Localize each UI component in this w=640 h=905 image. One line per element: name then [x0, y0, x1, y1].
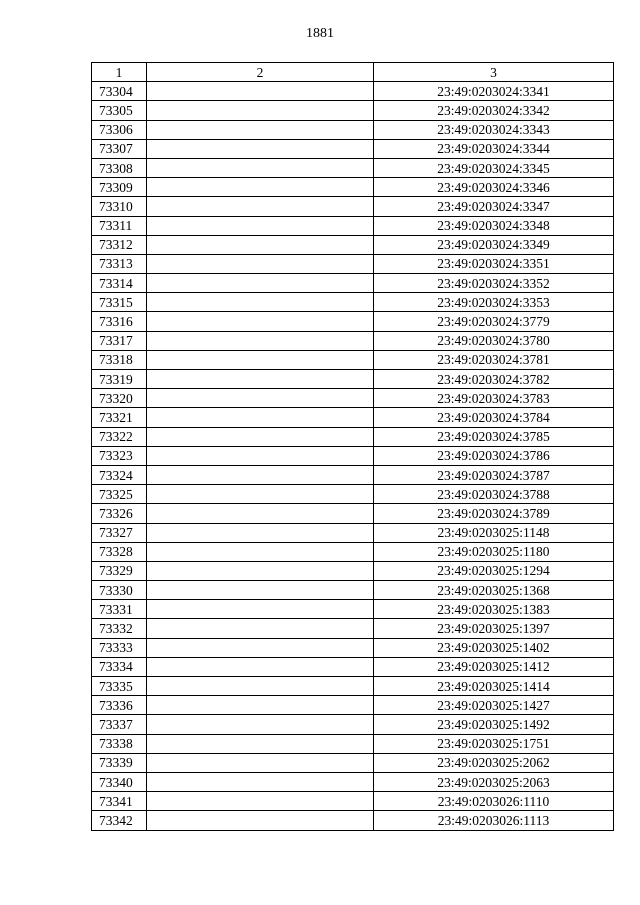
cadastral-number-cell: 23:49:0203026:1113: [374, 811, 614, 830]
table-row: [92, 389, 614, 408]
empty-cell: [147, 101, 374, 120]
cadastral-number-cell: 23:49:0203024:3347: [374, 197, 614, 216]
cadastral-number-cell: 23:49:0203025:1427: [374, 696, 614, 715]
cadastral-number-cell: 23:49:0203025:2062: [374, 753, 614, 772]
cadastral-number-cell: 23:49:0203024:3343: [374, 120, 614, 139]
row-number-cell: 73308: [92, 158, 147, 177]
empty-cell: [147, 408, 374, 427]
table-header-row: [92, 63, 614, 82]
empty-cell: [147, 235, 374, 254]
cadastral-number-cell: 23:49:0203025:2063: [374, 772, 614, 791]
row-number-cell: 73316: [92, 312, 147, 331]
table-row: [92, 792, 614, 811]
cadastral-number-cell: 23:49:0203024:3785: [374, 427, 614, 446]
cadastral-number-cell: 23:49:0203024:3351: [374, 254, 614, 273]
column-header-3: 3: [374, 63, 614, 82]
table-row: [92, 370, 614, 389]
row-number-cell: 73330: [92, 581, 147, 600]
empty-cell: [147, 715, 374, 734]
table-row: [92, 619, 614, 638]
cadastral-number-cell: 23:49:0203025:1148: [374, 523, 614, 542]
row-number-cell: 73338: [92, 734, 147, 753]
table-row: [92, 542, 614, 561]
table-row: [92, 657, 614, 676]
table-row: [92, 811, 614, 830]
cadastral-number-cell: 23:49:0203024:3786: [374, 446, 614, 465]
table-row: [92, 120, 614, 139]
empty-cell: [147, 753, 374, 772]
row-number-cell: 73319: [92, 370, 147, 389]
table-row: [92, 254, 614, 273]
empty-cell: [147, 370, 374, 389]
row-number-cell: 73310: [92, 197, 147, 216]
cadastral-number-cell: 23:49:0203025:1368: [374, 581, 614, 600]
table-row: [92, 408, 614, 427]
empty-cell: [147, 350, 374, 369]
row-number-cell: 73331: [92, 600, 147, 619]
row-number-cell: 73340: [92, 772, 147, 791]
cadastral-number-cell: 23:49:0203024:3782: [374, 370, 614, 389]
empty-cell: [147, 216, 374, 235]
cadastral-number-cell: 23:49:0203024:3353: [374, 293, 614, 312]
empty-cell: [147, 446, 374, 465]
table-row: [92, 504, 614, 523]
empty-cell: [147, 600, 374, 619]
empty-cell: [147, 254, 374, 273]
row-number-cell: 73322: [92, 427, 147, 446]
table-body: [92, 82, 614, 830]
empty-cell: [147, 792, 374, 811]
table-row: [92, 235, 614, 254]
row-number-cell: 73327: [92, 523, 147, 542]
cadastral-number-cell: 23:49:0203024:3788: [374, 485, 614, 504]
table-row: [92, 312, 614, 331]
cadastral-number-cell: 23:49:0203025:1751: [374, 734, 614, 753]
cadastral-number-cell: 23:49:0203025:1414: [374, 677, 614, 696]
row-number-cell: 73332: [92, 619, 147, 638]
table-row: [92, 82, 614, 101]
row-number-cell: 73339: [92, 753, 147, 772]
row-number-cell: 73306: [92, 120, 147, 139]
table-row: [92, 485, 614, 504]
table-row: [92, 197, 614, 216]
cadastral-number-cell: 23:49:0203025:1397: [374, 619, 614, 638]
empty-cell: [147, 734, 374, 753]
row-number-cell: 73323: [92, 446, 147, 465]
table-row: [92, 139, 614, 158]
row-number-cell: 73336: [92, 696, 147, 715]
cadastral-number-cell: 23:49:0203025:1383: [374, 600, 614, 619]
row-number-cell: 73305: [92, 101, 147, 120]
row-number-cell: 73312: [92, 235, 147, 254]
column-header-1: 1: [92, 63, 147, 82]
row-number-cell: 73325: [92, 485, 147, 504]
cadastral-number-cell: 23:49:0203024:3787: [374, 465, 614, 484]
cadastral-number-cell: 23:49:0203024:3346: [374, 178, 614, 197]
row-number-cell: 73314: [92, 274, 147, 293]
row-number-cell: 73341: [92, 792, 147, 811]
row-number-cell: 73311: [92, 216, 147, 235]
cadastral-number-cell: 23:49:0203024:3341: [374, 82, 614, 101]
table-row: [92, 734, 614, 753]
empty-cell: [147, 331, 374, 350]
row-number-cell: 73342: [92, 811, 147, 830]
cadastral-number-cell: 23:49:0203024:3342: [374, 101, 614, 120]
empty-cell: [147, 638, 374, 657]
table-row: [92, 101, 614, 120]
table-row: [92, 178, 614, 197]
table-row: [92, 465, 614, 484]
table-row: [92, 677, 614, 696]
table-row: [92, 293, 614, 312]
table-row: [92, 523, 614, 542]
table-row: [92, 753, 614, 772]
table-row: [92, 350, 614, 369]
row-number-cell: 73307: [92, 139, 147, 158]
cadastral-number-cell: 23:49:0203024:3352: [374, 274, 614, 293]
empty-cell: [147, 677, 374, 696]
registry-table: [91, 62, 614, 831]
row-number-cell: 73318: [92, 350, 147, 369]
empty-cell: [147, 504, 374, 523]
empty-cell: [147, 561, 374, 580]
empty-cell: [147, 696, 374, 715]
empty-cell: [147, 178, 374, 197]
table-row: [92, 581, 614, 600]
row-number-cell: 73329: [92, 561, 147, 580]
empty-cell: [147, 293, 374, 312]
empty-cell: [147, 523, 374, 542]
cadastral-number-cell: 23:49:0203024:3348: [374, 216, 614, 235]
empty-cell: [147, 542, 374, 561]
empty-cell: [147, 485, 374, 504]
row-number-cell: 73321: [92, 408, 147, 427]
empty-cell: [147, 619, 374, 638]
cadastral-number-cell: 23:49:0203025:1294: [374, 561, 614, 580]
row-number-cell: 73324: [92, 465, 147, 484]
empty-cell: [147, 197, 374, 216]
empty-cell: [147, 139, 374, 158]
table-row: [92, 274, 614, 293]
cadastral-number-cell: 23:49:0203024:3349: [374, 235, 614, 254]
row-number-cell: 73320: [92, 389, 147, 408]
row-number-cell: 73304: [92, 82, 147, 101]
cadastral-number-cell: 23:49:0203024:3784: [374, 408, 614, 427]
cadastral-number-cell: 23:49:0203026:1110: [374, 792, 614, 811]
row-number-cell: 73309: [92, 178, 147, 197]
empty-cell: [147, 120, 374, 139]
cadastral-number-cell: 23:49:0203024:3781: [374, 350, 614, 369]
cadastral-number-cell: 23:49:0203024:3345: [374, 158, 614, 177]
cadastral-number-cell: 23:49:0203025:1492: [374, 715, 614, 734]
table-row: [92, 772, 614, 791]
row-number-cell: 73315: [92, 293, 147, 312]
page-number: 1881: [306, 26, 334, 41]
empty-cell: [147, 82, 374, 101]
row-number-cell: 73337: [92, 715, 147, 734]
cadastral-number-cell: 23:49:0203024:3783: [374, 389, 614, 408]
cadastral-number-cell: 23:49:0203024:3779: [374, 312, 614, 331]
table-row: [92, 158, 614, 177]
empty-cell: [147, 811, 374, 830]
row-number-cell: 73317: [92, 331, 147, 350]
table-row: [92, 696, 614, 715]
empty-cell: [147, 158, 374, 177]
table-row: [92, 561, 614, 580]
cadastral-number-cell: 23:49:0203024:3344: [374, 139, 614, 158]
table-row: [92, 216, 614, 235]
row-number-cell: 73333: [92, 638, 147, 657]
table-row: [92, 638, 614, 657]
cadastral-number-cell: 23:49:0203025:1402: [374, 638, 614, 657]
table-row: [92, 715, 614, 734]
cadastral-number-cell: 23:49:0203024:3780: [374, 331, 614, 350]
table-row: [92, 427, 614, 446]
cadastral-number-cell: 23:49:0203025:1180: [374, 542, 614, 561]
empty-cell: [147, 581, 374, 600]
table-row: [92, 331, 614, 350]
empty-cell: [147, 389, 374, 408]
empty-cell: [147, 465, 374, 484]
column-header-2: 2: [147, 63, 374, 82]
table-row: [92, 446, 614, 465]
empty-cell: [147, 312, 374, 331]
row-number-cell: 73328: [92, 542, 147, 561]
row-number-cell: 73313: [92, 254, 147, 273]
cadastral-number-cell: 23:49:0203024:3789: [374, 504, 614, 523]
empty-cell: [147, 772, 374, 791]
row-number-cell: 73335: [92, 677, 147, 696]
empty-cell: [147, 427, 374, 446]
empty-cell: [147, 657, 374, 676]
table-row: [92, 600, 614, 619]
cadastral-number-cell: 23:49:0203025:1412: [374, 657, 614, 676]
row-number-cell: 73334: [92, 657, 147, 676]
empty-cell: [147, 274, 374, 293]
row-number-cell: 73326: [92, 504, 147, 523]
